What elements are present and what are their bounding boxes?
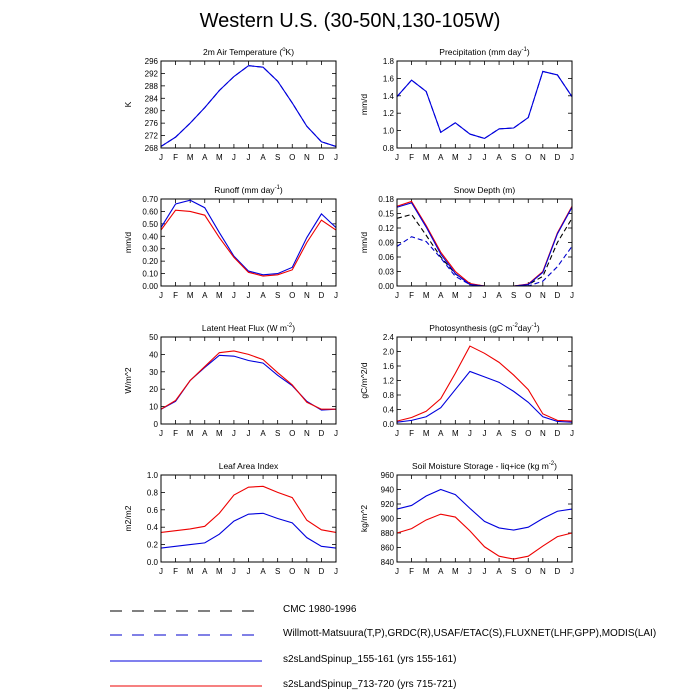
plot-frame — [397, 199, 572, 286]
y-tick-label: 1.0 — [382, 126, 394, 136]
y-tick-label: 30 — [149, 367, 158, 377]
x-tick-label: M — [451, 291, 459, 300]
title-text: ) — [292, 323, 296, 333]
title-text: Photosynthesis (gC m — [429, 323, 513, 333]
y-tick-label: 2.4 — [382, 333, 394, 342]
y-tick-label: 272 — [144, 131, 158, 141]
title-text: Latent Heat Flux (W m — [201, 323, 287, 333]
y-tick-label: 268 — [144, 144, 158, 153]
y-tick-label: 0.10 — [142, 269, 158, 279]
title-text: K) — [285, 47, 295, 57]
x-tick-label: F — [409, 429, 415, 438]
panel-title — [429, 323, 540, 333]
x-tick-label: D — [554, 567, 561, 576]
title-text: 2m Air Temperature ( — [202, 47, 283, 57]
y-tick-label: 20 — [149, 385, 158, 395]
x-tick-label: S — [510, 291, 517, 300]
y-tick-label: 276 — [144, 119, 158, 129]
x-tick-label: O — [289, 291, 296, 300]
panel-5 — [123, 323, 338, 438]
x-tick-label: M — [215, 291, 223, 300]
x-tick-label: S — [510, 567, 517, 576]
x-tick-label: A — [202, 291, 208, 300]
y-axis-label: kg/m^2 — [359, 504, 369, 533]
title-text: ) — [526, 47, 530, 57]
title-text: ) — [279, 185, 283, 195]
title-superscript: o — [282, 47, 286, 53]
title-text: Soil Moisture Storage - liq+ice (kg m — [412, 461, 549, 471]
x-tick-label: J — [159, 429, 163, 438]
x-tick-label: J — [395, 429, 399, 438]
series-line-s2s155 — [397, 203, 572, 286]
y-tick-label: 2.0 — [382, 347, 394, 357]
y-tick-label: 840 — [380, 558, 394, 567]
x-tick-label: J — [467, 429, 472, 438]
x-tick-label: N — [303, 291, 310, 300]
x-tick-label: M — [451, 567, 459, 576]
y-axis-label: mm/d — [123, 231, 133, 254]
x-tick-label: N — [539, 291, 546, 300]
legend-label-s2s155: s2sLandSpinup_155-161 (yrs 155-161) — [283, 654, 457, 665]
x-tick-label: N — [539, 567, 546, 576]
series-line-s2s713 — [161, 210, 336, 276]
x-tick-label: J — [231, 429, 236, 438]
x-tick-label: J — [482, 153, 487, 162]
x-tick-label: J — [159, 567, 163, 576]
title-superscript: -2 — [512, 323, 518, 329]
y-tick-label: 0.09 — [378, 238, 394, 248]
y-tick-label: 0 — [153, 420, 158, 429]
x-tick-label: N — [303, 429, 310, 438]
x-tick-label: J — [467, 153, 472, 162]
x-tick-label: A — [438, 567, 444, 576]
y-tick-label: 0.00 — [142, 282, 158, 291]
x-tick-label: A — [260, 153, 266, 162]
x-tick-label: J — [395, 567, 399, 576]
x-tick-label: A — [496, 153, 502, 162]
x-tick-label: O — [289, 153, 296, 162]
x-tick-label: J — [246, 567, 251, 576]
y-tick-label: 0.6 — [146, 505, 158, 515]
title-superscript: -1 — [531, 323, 537, 329]
panel-title — [454, 185, 516, 195]
y-tick-label: 0.8 — [382, 391, 394, 400]
y-axis-label: mm/d — [359, 231, 369, 254]
x-tick-label: M — [451, 429, 459, 438]
y-tick-label: 0.12 — [378, 224, 394, 233]
x-tick-label: S — [274, 429, 281, 438]
y-tick-label: 10 — [149, 402, 158, 412]
y-tick-label: 1.2 — [382, 376, 394, 386]
title-superscript: -2 — [286, 323, 293, 329]
y-tick-label: 960 — [380, 471, 394, 480]
x-tick-label: J — [570, 291, 574, 300]
x-tick-label: N — [303, 153, 310, 162]
y-tick-label: 0.4 — [146, 523, 158, 533]
x-tick-label: D — [318, 291, 325, 300]
y-tick-label: 0.03 — [378, 267, 394, 277]
page-title: Western U.S. (30-50N,130-105W) — [199, 10, 501, 32]
y-tick-label: 0.70 — [142, 195, 158, 204]
y-tick-label: 1.0 — [146, 471, 158, 480]
panel-title — [202, 323, 295, 333]
x-tick-label: A — [260, 567, 266, 576]
series-line-s2s713 — [161, 351, 336, 409]
x-tick-label: J — [334, 291, 338, 300]
title-text: ) — [536, 323, 540, 333]
title-text: Leaf Area Index — [218, 461, 279, 471]
x-tick-label: A — [202, 567, 208, 576]
x-tick-label: D — [554, 153, 561, 162]
panel-title — [439, 47, 530, 57]
y-tick-label: 292 — [144, 69, 158, 79]
x-tick-label: A — [496, 567, 502, 576]
x-tick-label: J — [482, 429, 487, 438]
series-line-s2s713 — [397, 346, 572, 421]
x-tick-label: J — [334, 567, 338, 576]
legend-label-cmc: CMC 1980-1996 — [283, 604, 357, 615]
y-tick-label: 900 — [380, 514, 394, 524]
x-tick-label: A — [438, 291, 444, 300]
series-line-cmc — [397, 214, 572, 286]
panel-8 — [359, 461, 574, 576]
x-tick-label: M — [186, 291, 194, 300]
x-tick-label: A — [260, 429, 266, 438]
plot-frame — [161, 199, 336, 286]
series-line-obs — [397, 71, 572, 138]
series-line-s2s155 — [397, 71, 572, 138]
x-tick-label: M — [215, 153, 223, 162]
panel-7 — [123, 461, 338, 576]
x-tick-label: J — [246, 153, 251, 162]
y-tick-label: 288 — [144, 81, 158, 91]
y-tick-label: 0.50 — [142, 219, 158, 229]
x-tick-label: S — [510, 153, 517, 162]
y-tick-label: 0.40 — [142, 232, 158, 242]
x-tick-label: F — [173, 429, 179, 438]
series-line-s2s155 — [161, 66, 336, 147]
x-tick-label: O — [525, 153, 532, 162]
series-line-obs — [397, 237, 572, 286]
x-tick-label: J — [334, 153, 338, 162]
y-tick-label: 0.30 — [142, 244, 158, 254]
x-tick-label: M — [215, 429, 223, 438]
x-tick-label: M — [186, 567, 194, 576]
panel-1 — [123, 47, 338, 162]
title-text: Snow Depth (m) — [453, 185, 516, 195]
legend-label-s2s713: s2sLandSpinup_713-720 (yrs 715-721) — [283, 679, 457, 690]
x-tick-label: D — [554, 291, 561, 300]
plot-frame — [397, 61, 572, 148]
title-superscript: -2 — [548, 461, 555, 467]
x-tick-label: F — [173, 153, 179, 162]
title-text: Runoff (mm day — [214, 185, 275, 195]
y-tick-label: 50 — [149, 333, 158, 342]
x-tick-label: F — [173, 567, 179, 576]
plot-frame — [161, 475, 336, 562]
x-tick-label: S — [274, 567, 281, 576]
x-tick-label: O — [525, 429, 532, 438]
x-tick-label: O — [525, 567, 532, 576]
x-tick-label: N — [539, 153, 546, 162]
series-line-s2s713 — [397, 201, 572, 286]
y-tick-label: 0.06 — [378, 253, 394, 262]
x-tick-label: J — [159, 291, 163, 300]
x-tick-label: N — [539, 429, 546, 438]
y-tick-label: 880 — [380, 529, 394, 538]
x-tick-label: J — [246, 291, 251, 300]
x-tick-label: J — [159, 153, 163, 162]
x-tick-label: M — [422, 567, 430, 576]
x-tick-label: J — [467, 291, 472, 300]
title-text: ) — [554, 461, 557, 471]
panel-title — [214, 185, 283, 195]
x-tick-label: J — [231, 153, 236, 162]
y-tick-label: 0.2 — [146, 540, 158, 550]
x-tick-label: O — [525, 291, 532, 300]
x-tick-label: J — [395, 291, 399, 300]
x-tick-label: M — [215, 567, 223, 576]
x-tick-label: M — [451, 153, 459, 162]
series-line-s2s155 — [397, 490, 572, 531]
x-tick-label: S — [274, 153, 281, 162]
x-tick-label: A — [202, 153, 208, 162]
panel-title — [203, 47, 294, 57]
panel-2 — [359, 47, 574, 162]
y-tick-label: 284 — [144, 94, 158, 104]
y-tick-label: 296 — [144, 57, 158, 66]
y-axis-label: mm/d — [359, 93, 369, 116]
title-superscript: -1 — [274, 185, 280, 191]
y-tick-label: 0.00 — [378, 282, 394, 291]
title-superscript: -1 — [521, 47, 527, 53]
y-tick-label: 40 — [149, 350, 158, 360]
x-tick-label: O — [289, 429, 296, 438]
x-tick-label: J — [570, 153, 574, 162]
y-tick-label: 1.6 — [382, 362, 394, 371]
y-tick-label: 1.8 — [382, 57, 394, 66]
y-axis-label: gC/m^2/d — [359, 362, 369, 399]
x-tick-label: A — [202, 429, 208, 438]
x-tick-label: D — [318, 153, 325, 162]
panel-3 — [123, 185, 338, 300]
y-tick-label: 1.4 — [382, 91, 394, 101]
x-tick-label: A — [438, 429, 444, 438]
panel-4 — [359, 185, 574, 300]
x-tick-label: J — [467, 567, 472, 576]
title-text: day — [517, 323, 532, 333]
y-tick-label: 0.18 — [378, 195, 394, 204]
x-tick-label: A — [496, 429, 502, 438]
x-tick-label: M — [422, 429, 430, 438]
y-tick-label: 1.2 — [382, 109, 394, 119]
x-tick-label: A — [260, 291, 266, 300]
series-line-obs — [161, 66, 336, 147]
panel-6 — [359, 323, 574, 438]
x-tick-label: J — [395, 153, 399, 162]
series-line-s2s155 — [161, 513, 336, 548]
x-tick-label: A — [496, 291, 502, 300]
x-tick-label: M — [186, 153, 194, 162]
x-tick-label: N — [303, 567, 310, 576]
series-line-s2s155 — [161, 355, 336, 410]
y-axis-label: K — [123, 101, 133, 108]
x-tick-label: F — [409, 153, 415, 162]
x-tick-label: J — [570, 429, 574, 438]
legend-label-obs: Willmott-Matsuura(T,P),GRDC(R),USAF/ETAC(S),FLUXNET(LHF,GPP),MODIS(LAI) — [283, 628, 657, 639]
y-axis-label: W/m^2 — [123, 367, 133, 394]
panel-title — [412, 461, 557, 471]
y-tick-label: 0.60 — [142, 207, 158, 217]
y-tick-label: 920 — [380, 500, 394, 509]
plot-frame — [397, 337, 572, 424]
y-tick-label: 280 — [144, 106, 158, 116]
x-tick-label: F — [173, 291, 179, 300]
x-tick-label: S — [274, 291, 281, 300]
x-tick-label: J — [334, 429, 338, 438]
x-tick-label: A — [438, 153, 444, 162]
x-tick-label: M — [186, 429, 194, 438]
y-tick-label: 940 — [380, 485, 394, 495]
x-tick-label: M — [422, 153, 430, 162]
x-tick-label: D — [318, 429, 325, 438]
plot-frame — [397, 475, 572, 562]
y-tick-label: 0.8 — [146, 488, 158, 498]
y-tick-label: 1.6 — [382, 74, 394, 84]
y-tick-label: 0.8 — [382, 144, 394, 153]
x-tick-label: M — [422, 291, 430, 300]
y-tick-label: 0.0 — [146, 558, 158, 567]
series-line-s2s713 — [161, 486, 336, 532]
x-tick-label: D — [554, 429, 561, 438]
x-tick-label: J — [246, 429, 251, 438]
x-tick-label: J — [231, 567, 236, 576]
y-axis-label: m2/m2 — [123, 505, 133, 532]
y-tick-label: 860 — [380, 543, 394, 553]
y-tick-label: 0.15 — [378, 209, 394, 219]
x-tick-label: D — [318, 567, 325, 576]
x-tick-label: J — [482, 567, 487, 576]
panel-title — [219, 461, 279, 471]
x-tick-label: J — [482, 291, 487, 300]
x-tick-label: O — [289, 567, 296, 576]
x-tick-label: F — [409, 291, 415, 300]
x-tick-label: F — [409, 567, 415, 576]
x-tick-label: S — [510, 429, 517, 438]
title-text: Precipitation (mm day — [439, 47, 522, 57]
plot-frame — [161, 61, 336, 148]
x-tick-label: J — [231, 291, 236, 300]
y-tick-label: 0.4 — [382, 405, 394, 415]
x-tick-label: J — [570, 567, 574, 576]
plot-frame — [161, 337, 336, 424]
y-tick-label: 0.20 — [142, 257, 158, 267]
y-tick-label: 0.0 — [382, 420, 394, 429]
